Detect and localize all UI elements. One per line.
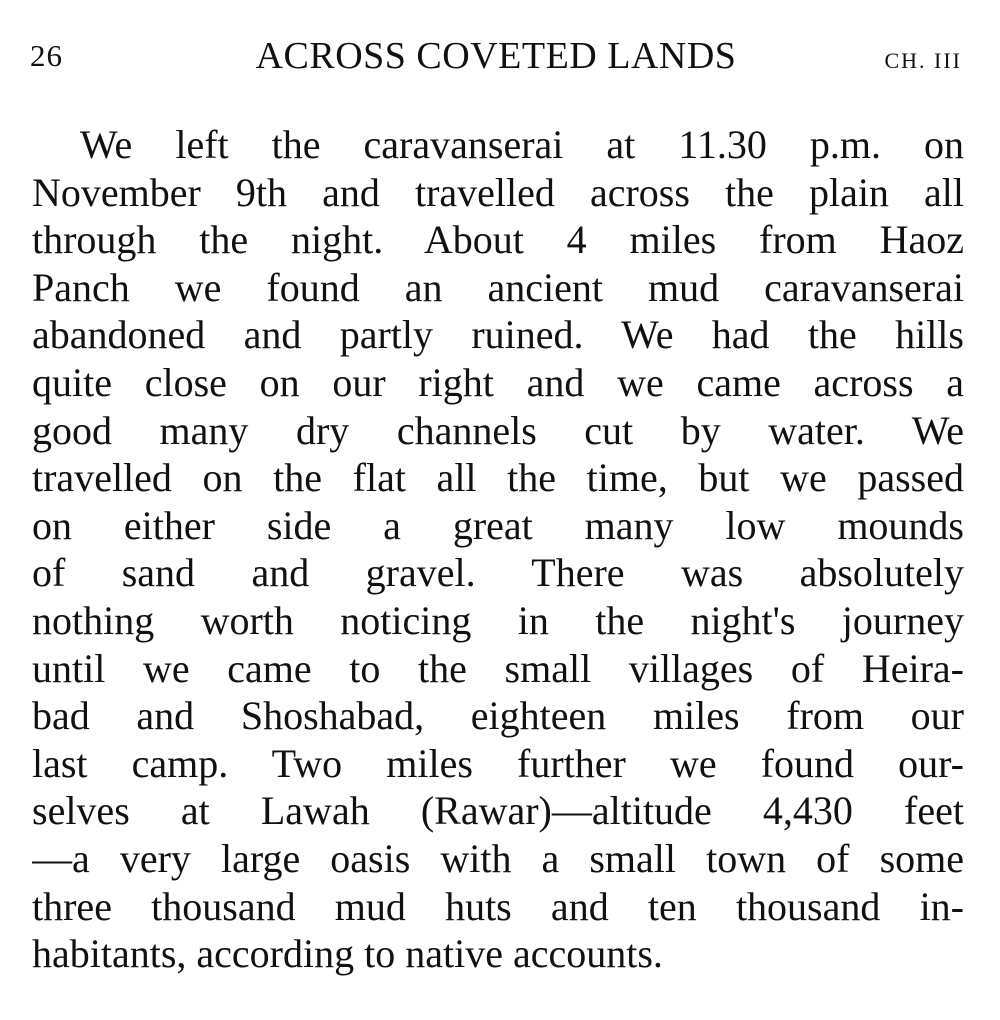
page-number: 26	[30, 38, 63, 73]
text-line: travelled on the flat all the time, but we passed	[32, 455, 964, 501]
book-title: ACROSS COVETED LANDS	[255, 35, 737, 77]
text-line: quite close on our right and we came across a	[32, 359, 964, 405]
text-line: until we came to the small villages of Heira-	[32, 645, 964, 691]
text-line: —a very large oasis with a small town of some	[32, 835, 964, 881]
text-line: bad and Shoshabad, eighteen miles from our	[32, 693, 964, 739]
text-line: through the night. About 4 miles from Haoz	[32, 217, 964, 263]
text-line: three thousand mud huts and ten thousand in-	[32, 883, 964, 929]
chapter-label: CH. III	[884, 48, 962, 73]
running-head	[30, 30, 962, 80]
text-line: abandoned and partly ruined. We had the hills	[32, 312, 964, 358]
text-line: on either side a great many low mounds	[32, 502, 964, 548]
text-line: We left the caravanserai at 11.30 p.m. on	[80, 122, 964, 167]
text-line: habitants, according to native accounts.	[32, 931, 663, 977]
text-line: good many dry channels cut by water. We	[32, 407, 964, 453]
text-line: November 9th and travelled across the plain all	[32, 169, 964, 215]
text-line: of sand and gravel. There was absolutely	[32, 550, 964, 596]
body-paragraph	[32, 121, 964, 978]
text-line: last camp. Two miles further we found our-	[32, 740, 964, 786]
text-line: selves at Lawah (Rawar)—altitude 4,430 feet	[32, 788, 964, 834]
text-line: nothing worth noticing in the night's journey	[32, 597, 964, 643]
text-line: Panch we found an ancient mud caravanserai	[32, 264, 964, 310]
